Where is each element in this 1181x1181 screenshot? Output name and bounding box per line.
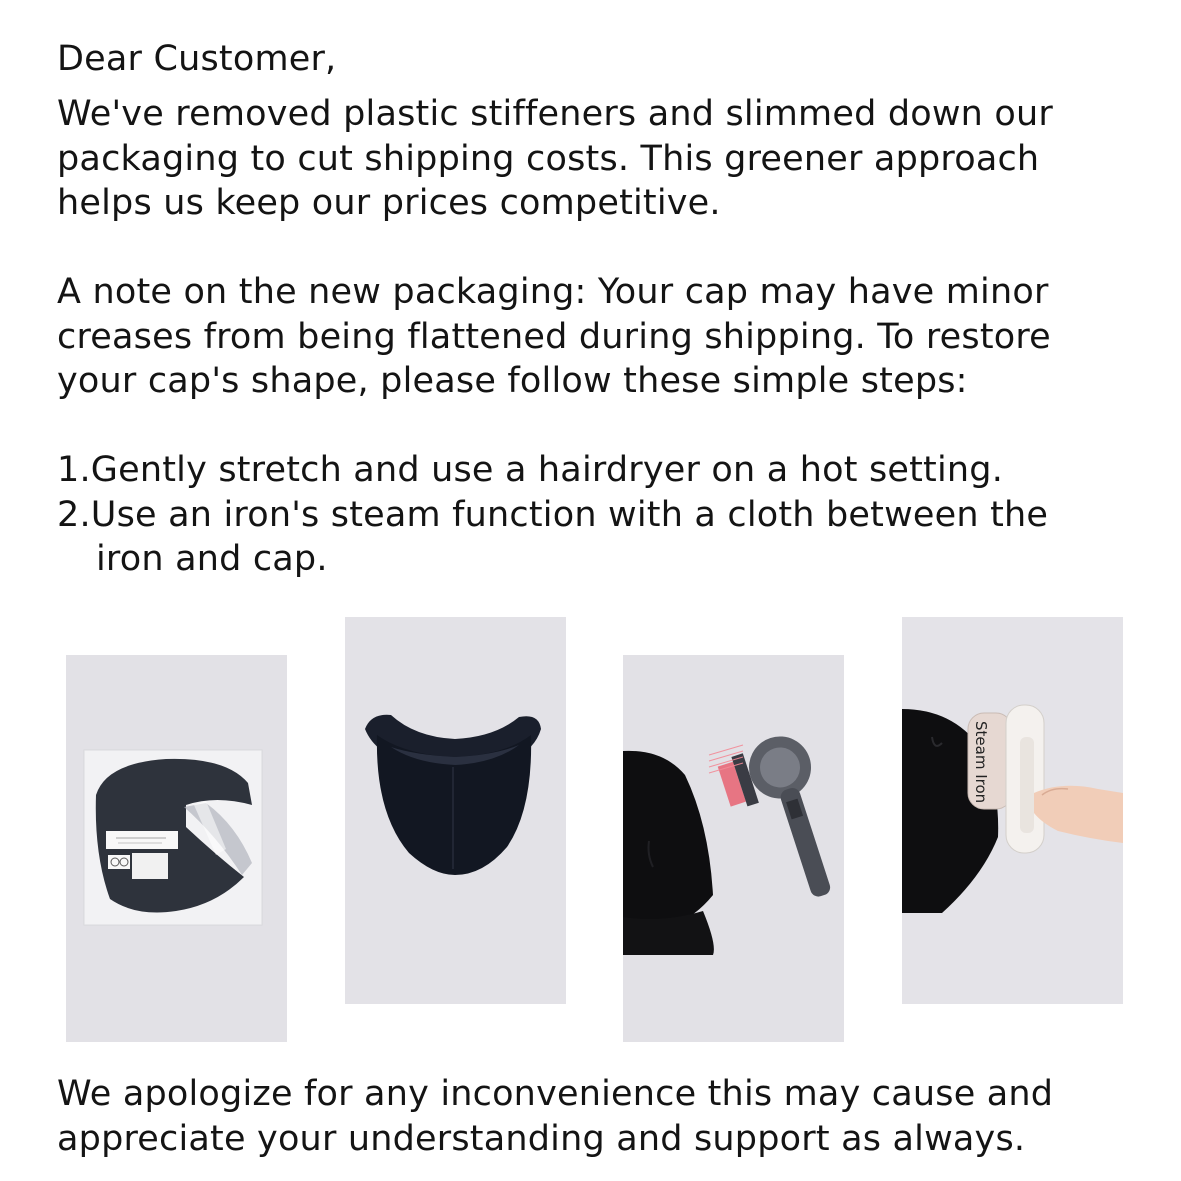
note-line-1: A note on the new packaging: Your cap may have minor bbox=[57, 272, 1049, 312]
steam-iron-label: Steam Iron bbox=[972, 721, 990, 804]
steam-iron-illustration bbox=[902, 617, 1123, 1004]
photo-steam-iron-on-cap bbox=[902, 617, 1123, 1004]
step-1: 1.Gently stretch and use a hairdryer on a hot setting. bbox=[57, 450, 1004, 490]
photo-hairdryer-on-cap bbox=[623, 655, 844, 1042]
note-line-2: creases from being flattened during shipping. To restore bbox=[57, 316, 1051, 357]
photo-cap-underside bbox=[345, 617, 566, 1004]
closing-paragraph bbox=[57, 1072, 1053, 1161]
closing-line-2: appreciate your understanding and support as always. bbox=[57, 1118, 1026, 1159]
intro-line-2: packaging to cut shipping costs. This greener approach bbox=[57, 138, 1040, 179]
step-2-continued: iron and cap. bbox=[96, 539, 328, 579]
hairdryer-illustration bbox=[623, 655, 844, 1042]
note-line-3: your cap's shape, please follow these simple steps: bbox=[57, 361, 968, 401]
greeting: Dear Customer, bbox=[57, 39, 337, 79]
packaging-note-paragraph bbox=[57, 270, 1051, 404]
cap-underside-illustration bbox=[345, 617, 566, 1004]
intro-line-3: helps us keep our prices competitive. bbox=[57, 183, 721, 223]
intro-paragraph bbox=[57, 92, 1053, 226]
steps-list bbox=[57, 448, 1048, 582]
step-2: 2.Use an iron's steam function with a cloth between the bbox=[57, 494, 1049, 535]
photo-cap-in-bag bbox=[66, 655, 287, 1042]
cap-in-bag-illustration bbox=[66, 655, 287, 1042]
closing-line-1: We apologize for any inconvenience this may cause and bbox=[57, 1074, 1054, 1114]
intro-line-1: We've removed plastic stiffeners and slimmed down our bbox=[57, 94, 1053, 134]
